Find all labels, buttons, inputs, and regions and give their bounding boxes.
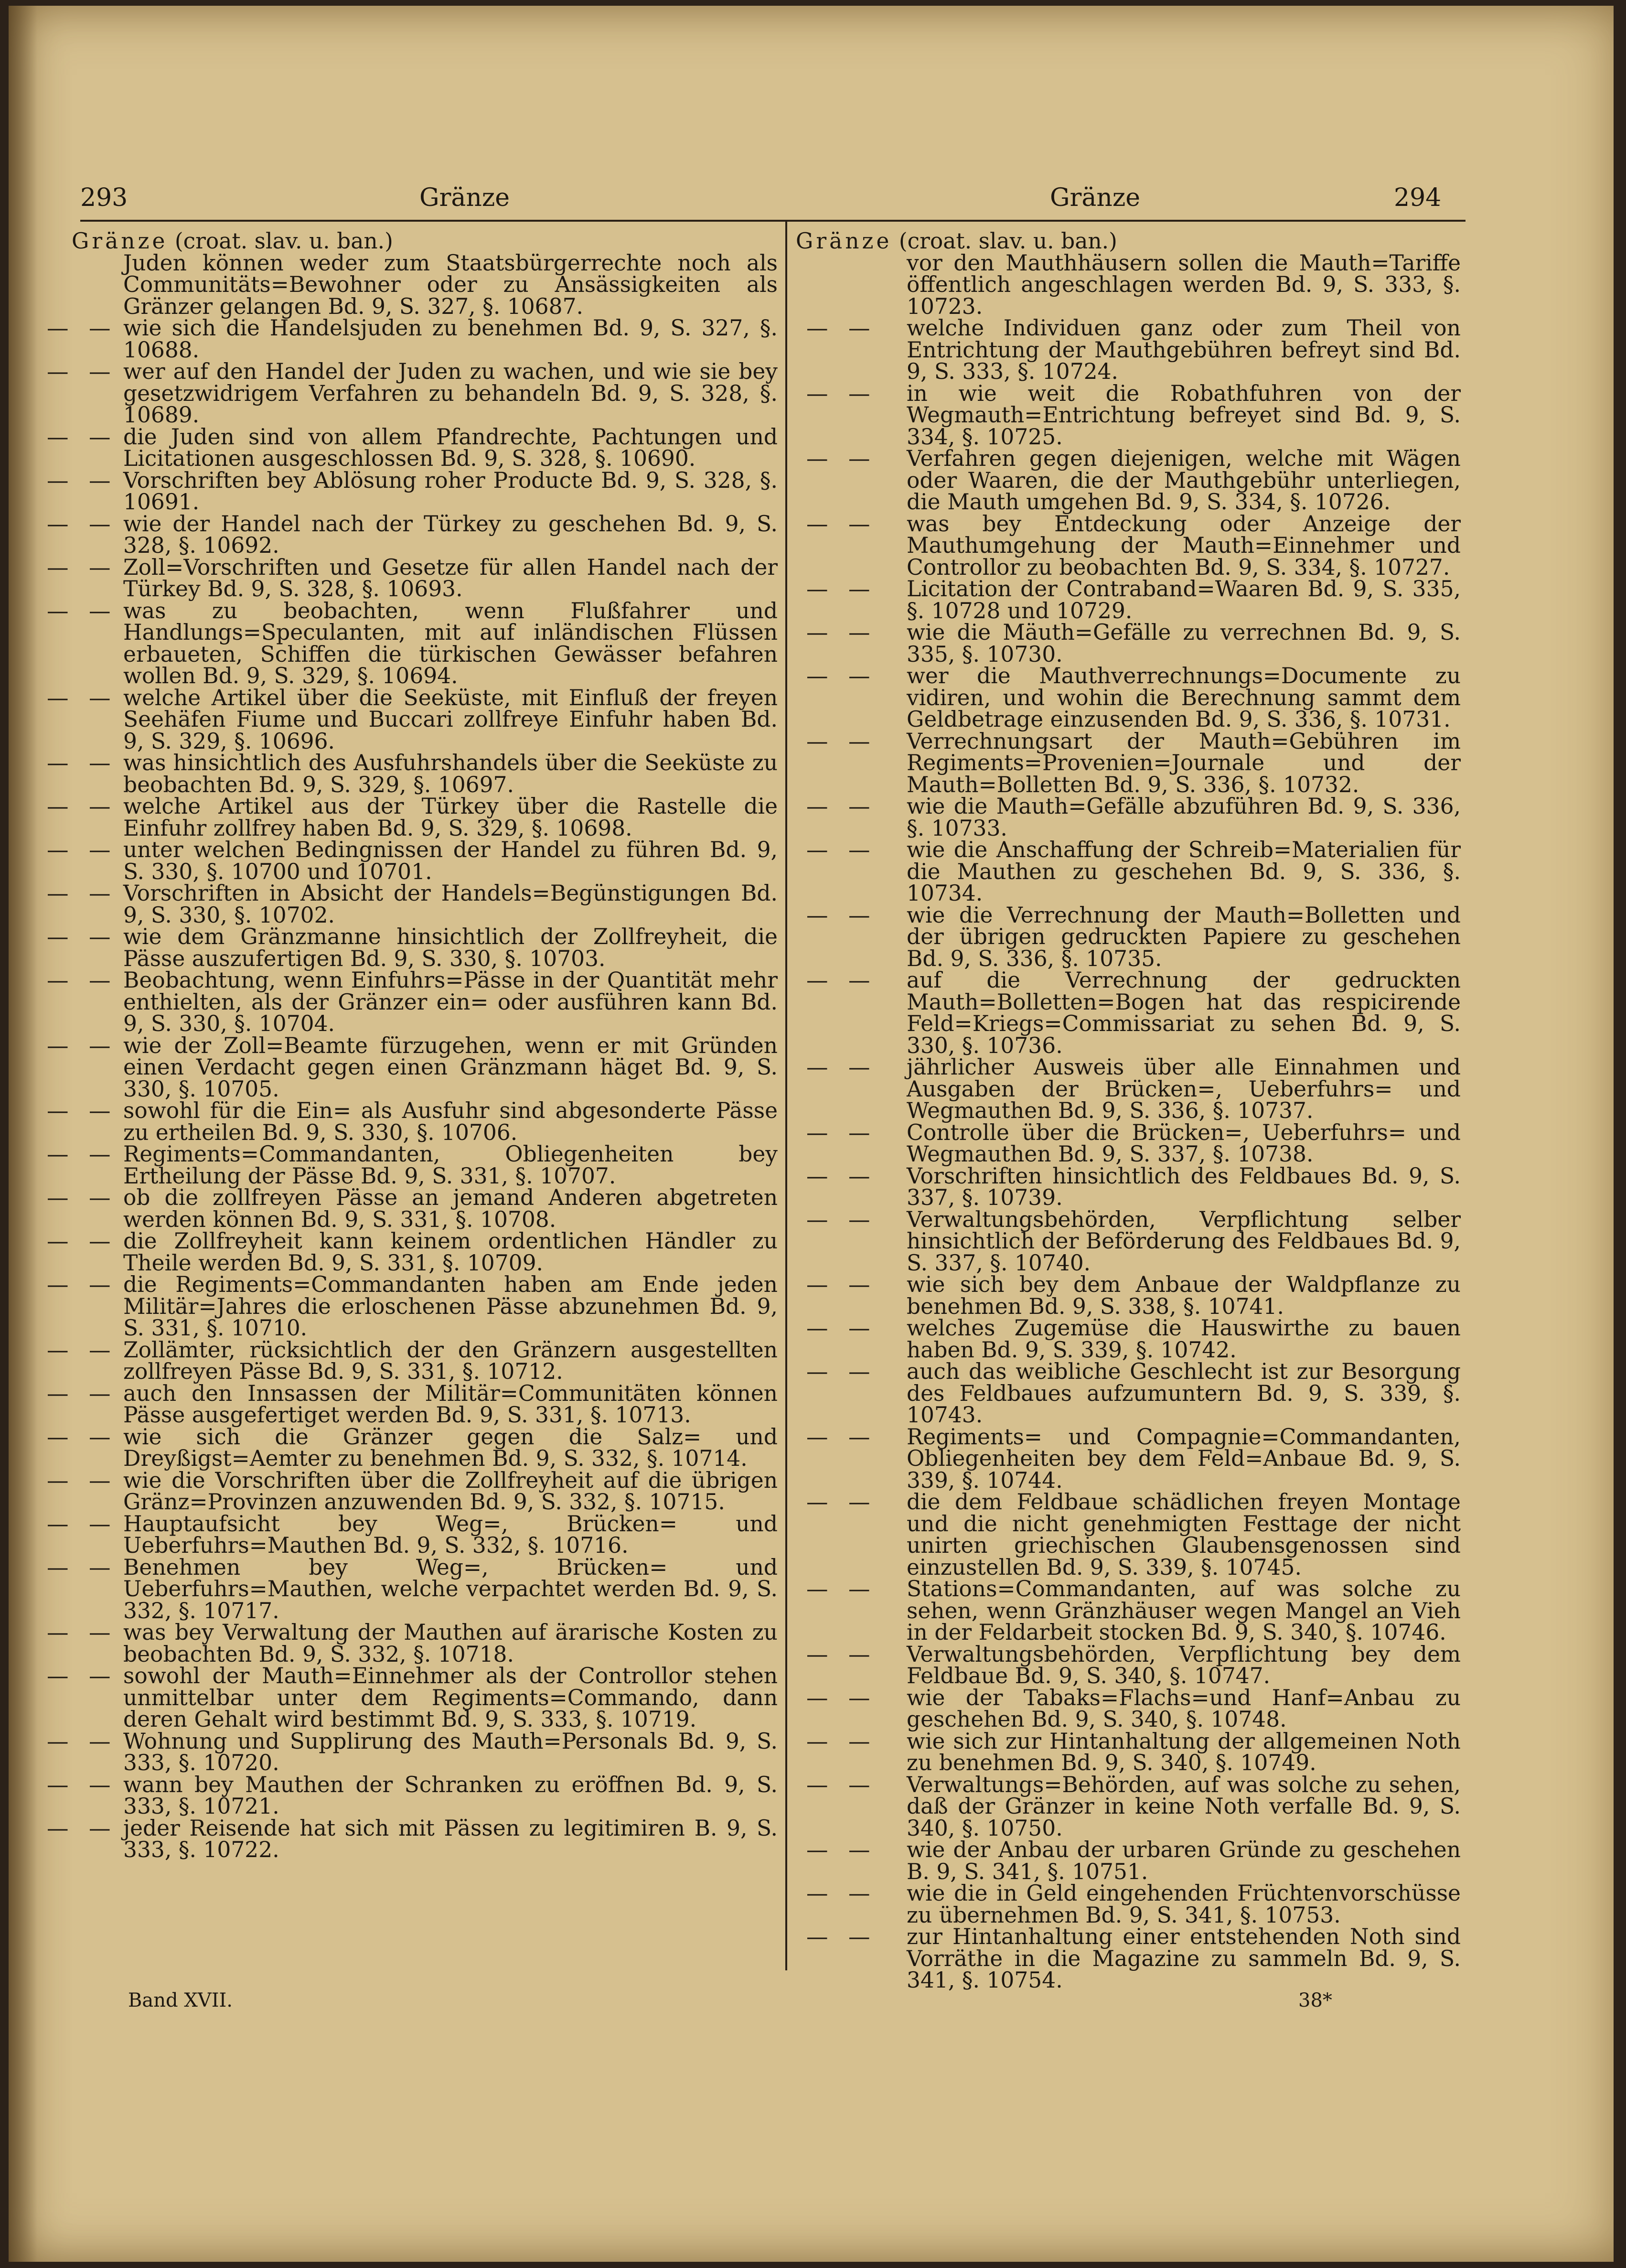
index-entry	[47, 1511, 778, 1558]
left-lead-keyword: Gränze	[72, 228, 168, 254]
index-entry	[806, 620, 1461, 667]
index-entry	[806, 1119, 1461, 1167]
entry-text: auf die Verrechnung der gedruckten Mauth=Bolletten=Bogen hat das respicirende Feld=Kriegs=Commissariat zu sehen Bd. 9, S. 330, §. 10736.	[907, 967, 1461, 1058]
index-entry	[47, 511, 778, 558]
left-lead-qualifier: (croat. slav. u. ban.)	[174, 228, 393, 254]
ditto-dash: — —	[47, 1772, 118, 1797]
entry-text: Vorschriften hinsichtlich des Feldbaues Bd. 9, S. 337, §. 10739.	[907, 1163, 1461, 1210]
index-entry	[47, 359, 778, 428]
entry-text: welche Artikel aus der Türkey über die Rastelle die Einfuhr zollfrey haben Bd. 9, S. 329, §. 10698.	[123, 794, 778, 841]
ditto-dash: — —	[806, 902, 877, 928]
entry-text: jeder Reisende hat sich mit Pässen zu legitimiren B. 9, S. 333, §. 10722.	[123, 1815, 778, 1862]
ditto-dash: — —	[47, 1032, 118, 1058]
ditto-dash: — —	[806, 1576, 877, 1602]
ditto-dash: — —	[47, 1098, 118, 1123]
entry-text: wie der Tabaks=Flachs=und Hanf=Anbau zu geschehen Bd. 9, S. 340, §. 10748.	[907, 1685, 1461, 1732]
header-rule	[80, 220, 1466, 222]
entry-text: Licitation der Contraband=Waaren Bd. 9, S. 335, §. 10728 und 10729.	[907, 576, 1461, 623]
entry-text: Zollämter, rücksichtlich der den Gränzern ausgestellten zollfreyen Pässe Bd. 9, S. 331, §. 10712.	[123, 1337, 778, 1384]
entry-text: wann bey Mauthen der Schranken zu eröffnen Bd. 9, S. 333, §. 10721.	[123, 1772, 778, 1819]
index-entry	[806, 1054, 1461, 1123]
ditto-dash: — —	[806, 1924, 877, 1949]
ditto-dash: — —	[806, 1837, 877, 1862]
right-lead-qualifier: (croat. slav. u. ban.)	[899, 228, 1117, 254]
ditto-dash: — —	[806, 1685, 877, 1710]
entry-text: wie die Mauth=Gefälle abzuführen Bd. 9, S. 336, §. 10733.	[907, 794, 1461, 841]
index-entry	[47, 1032, 778, 1102]
entry-text: zur Hintanhaltung einer entstehenden Noth sind Vorräthe in die Magazine zu sammeln Bd. 9, S. 341, §. 10754.	[907, 1924, 1461, 1993]
ditto-dash: — —	[47, 967, 118, 993]
index-entry	[47, 837, 778, 884]
entry-text: Beobachtung, wenn Einfuhrs=Pässe in der Quantität mehr enthielten, als der Gränzer ein= oder ausführen kann Bd. 9, S. 330, §. 10704.	[123, 967, 778, 1036]
volume-label: Band XVII.	[128, 1989, 233, 2011]
ditto-dash: — —	[47, 794, 118, 819]
index-entry	[47, 1228, 778, 1276]
index-entry	[47, 467, 778, 515]
index-entry	[47, 1772, 778, 1819]
right-column	[796, 228, 1461, 1993]
entry-text: wer die Mauthverrechnungs=Documente zu vidiren, und wohin die Berechnung sammt dem Geldbetrage einzusenden Bd. 9, S. 336, §. 10731.	[907, 663, 1461, 732]
ditto-dash: — —	[47, 511, 118, 537]
entry-text: Wohnung und Supplirung des Mauth=Personals Bd. 9, S. 333, §. 10720.	[123, 1728, 778, 1775]
entry-text: welches Zugemüse die Hauswirthe zu bauen haben Bd. 9, S. 339, §. 10742.	[907, 1315, 1461, 1363]
entry-text: auch den Innsassen der Militär=Communitäten können Pässe ausgefertiget werden Bd. 9, S. 331, §. 10713.	[123, 1380, 778, 1428]
index-entry	[806, 576, 1461, 623]
right-running-title: Gränze	[1050, 183, 1141, 212]
index-entry	[907, 252, 1461, 318]
index-entry	[806, 794, 1461, 841]
entry-text: was zu beobachten, wenn Flußfahrer und Handlungs=Speculanten, mit auf inländischen Flüssen erbaueten, Schiffen die türkischen Gewässer befahren wollen Bd. 9, S. 329, §. 10694.	[123, 598, 778, 688]
entry-text: die dem Feldbaue schädlichen freyen Montage und die nicht genehmigten Festtage der nicht unirten griechischen Glaubensgenossen sind einzustellen Bd. 9, S. 339, §. 10745.	[907, 1489, 1461, 1580]
ditto-dash: — —	[806, 1272, 877, 1297]
ditto-dash: — —	[806, 315, 877, 341]
ditto-dash: — —	[47, 1424, 118, 1450]
entry-text: wie die Mäuth=Gefälle zu verrechnen Bd. 9, S. 335, §. 10730.	[907, 620, 1461, 667]
entry-text: Regiments= und Compagnie=Commandanten, Obliegenheiten bey dem Feld=Anbaue Bd. 9, S. 339, §. 10744.	[907, 1424, 1461, 1493]
ditto-dash: — —	[47, 1337, 118, 1363]
index-entry	[806, 967, 1461, 1058]
entry-text: wer auf den Handel der Juden zu wachen, und wie sie bey gesetzwidrigem Verfahren zu behandeln Bd. 9, S. 328, §. 10689.	[123, 359, 778, 428]
column-divider	[785, 222, 787, 1970]
ditto-dash: — —	[806, 1489, 877, 1515]
entry-text: wie die Vorschriften über die Zollfreyheit auf die übrigen Gränz=Provinzen anzuwenden Bd. 9, S. 332, §. 10715.	[123, 1467, 778, 1515]
left-lead-heading	[72, 230, 778, 252]
ditto-dash: — —	[47, 1185, 118, 1210]
entry-text: die Regiments=Commandanten haben am Ende jeden Militär=Jahres die erloschenen Pässe abzunehmen Bd. 9, S. 331, §. 10710.	[123, 1272, 778, 1341]
index-entry	[47, 1272, 778, 1341]
entry-text: wie die Anschaffung der Schreib=Materialien für die Mauthen zu geschehen Bd. 9, S. 336, §. 10734.	[907, 837, 1461, 906]
entry-text: auch das weibliche Geschlecht ist zur Besorgung des Feldbaues aufzumuntern Bd. 9, S. 339, §. 10743.	[907, 1359, 1461, 1428]
right-lead-keyword: Gränze	[796, 228, 892, 254]
index-entry	[806, 1685, 1461, 1732]
index-entry	[806, 1272, 1461, 1319]
index-entry	[806, 902, 1461, 971]
ditto-dash: — —	[806, 728, 877, 754]
ditto-dash: — —	[806, 620, 877, 645]
left-column	[47, 228, 778, 1862]
index-entry	[47, 1620, 778, 1667]
left-running-title: Gränze	[419, 183, 510, 212]
index-entry	[806, 1728, 1461, 1775]
ditto-dash: — —	[47, 837, 118, 862]
index-entry	[806, 1315, 1461, 1363]
index-entry	[806, 511, 1461, 580]
index-entry	[806, 1206, 1461, 1276]
index-entry	[47, 750, 778, 797]
index-entry	[47, 1663, 778, 1732]
index-entry	[806, 380, 1461, 450]
entry-text: wie sich die Gränzer gegen die Salz= und Dreyßigst=Aemter zu benehmen Bd. 9, S. 332, §. 10714.	[123, 1424, 778, 1471]
ditto-dash: — —	[47, 1511, 118, 1537]
index-entry	[806, 1424, 1461, 1493]
ditto-dash: — —	[806, 1119, 877, 1145]
index-entry	[806, 1576, 1461, 1645]
ditto-dash: — —	[806, 1206, 877, 1232]
index-entry	[47, 1380, 778, 1428]
index-entry	[47, 881, 778, 928]
index-entry	[47, 1554, 778, 1623]
ditto-dash: — —	[47, 315, 118, 341]
index-entry	[47, 554, 778, 602]
entry-text: die Juden sind von allem Pfandrechte, Pachtungen und Licitationen ausgeschlossen Bd. 9, S. 328, §. 10690.	[123, 424, 778, 471]
entry-text: welche Artikel über die Seeküste, mit Einfluß der freyen Seehäfen Fiume und Buccari zollfreye Einfuhr haben Bd. 9, S. 329, §. 10696.	[123, 685, 778, 754]
entry-text: Benehmen bey Weg=, Brücken= und Ueberfuhrs=Mauthen, welche verpachtet werden Bd. 9, S. 332, §. 10717.	[123, 1554, 778, 1623]
ditto-dash: — —	[806, 576, 877, 602]
ditto-dash: — —	[806, 967, 877, 993]
entry-text: wie dem Gränzmanne hinsichtlich der Zollfreyheit, die Pässe auszufertigen Bd. 9, S. 330, §. 10703.	[123, 924, 778, 971]
entry-text: welche Individuen ganz oder zum Theil von Entrichtung der Mauthgebühren befreyt sind Bd. 9, S. 333, §. 10724.	[907, 315, 1461, 384]
ditto-dash: — —	[806, 837, 877, 862]
index-entry	[47, 1337, 778, 1384]
entry-text: sowohl für die Ein= als Ausfuhr sind abgesonderte Pässe zu ertheilen Bd. 9, S. 330, §. 10706.	[123, 1098, 778, 1145]
entry-text: vor den Mauthhäusern sollen die Mauth=Tariffe öffentlich angeschlagen werden Bd. 9, S. 333, §. 10723.	[907, 250, 1461, 319]
entry-text: Verrechnungsart der Mauth=Gebühren im Regiments=Provenien=Journale und der Mauth=Bolletten Bd. 9, S. 336, §. 10732.	[907, 728, 1461, 797]
ditto-dash: — —	[47, 554, 118, 580]
ditto-dash: — —	[806, 380, 877, 406]
entry-text: wie der Handel nach der Türkey zu geschehen Bd. 9, S. 328, §. 10692.	[123, 511, 778, 558]
ditto-dash: — —	[47, 1728, 118, 1754]
index-entry	[806, 1924, 1461, 1993]
ditto-dash: — —	[806, 1315, 877, 1341]
index-entry	[806, 315, 1461, 384]
entry-text: wie sich bey dem Anbaue der Waldpflanze zu benehmen Bd. 9, S. 338, §. 10741.	[907, 1272, 1461, 1319]
ditto-dash: — —	[47, 881, 118, 906]
index-entry	[806, 728, 1461, 797]
index-entry	[47, 1728, 778, 1775]
ditto-dash: — —	[47, 685, 118, 710]
index-entry	[806, 663, 1461, 732]
entry-text: wie der Anbau der urbaren Gründe zu geschehen B. 9, S. 341, §. 10751.	[907, 1837, 1461, 1884]
ditto-dash: — —	[47, 467, 118, 493]
entry-text: wie sich zur Hintanhaltung der allgemeinen Noth zu benehmen Bd. 9, S. 340, §. 10749.	[907, 1728, 1461, 1775]
entry-text: Regiments=Commandanten, Obliegenheiten bey Ertheilung der Pässe Bd. 9, S. 331, §. 10707.	[123, 1141, 778, 1189]
index-entry	[806, 1837, 1461, 1884]
entry-text: was hinsichtlich des Ausfuhrshandels über die Seeküste zu beobachten Bd. 9, S. 329, §. 10697.	[123, 750, 778, 797]
ditto-dash: — —	[47, 924, 118, 949]
right-page-number: 294	[1394, 183, 1442, 212]
entry-text: die Zollfreyheit kann keinem ordentlichen Händler zu Theile werden Bd. 9, S. 331, §. 10709.	[123, 1228, 778, 1276]
entry-text: Verwaltungsbehörden, Verpflichtung bey dem Feldbaue Bd. 9, S. 340, §. 10747.	[907, 1641, 1461, 1688]
index-entry	[47, 424, 778, 471]
index-entry	[47, 1467, 778, 1515]
book-page	[9, 6, 1614, 2262]
entry-text: Zoll=Vorschriften und Gesetze für allen Handel nach der Türkey Bd. 9, S. 328, §. 10693.	[123, 554, 778, 602]
entry-text: Verfahren gegen diejenigen, welche mit Wägen oder Waaren, die der Mauthgebühr unterliegen, die Mauth umgehen Bd. 9, S. 334, §. 10726.	[907, 446, 1461, 515]
ditto-dash: — —	[47, 359, 118, 384]
ditto-dash: — —	[47, 1815, 118, 1841]
index-entry	[47, 924, 778, 971]
ditto-dash: — —	[47, 1663, 118, 1688]
ditto-dash: — —	[806, 511, 877, 537]
entry-text: unter welchen Bedingnissen der Handel zu führen Bd. 9, S. 330, §. 10700 und 10701.	[123, 837, 778, 884]
index-entry	[47, 598, 778, 688]
entry-text: Vorschriften bey Ablösung roher Producte Bd. 9, S. 328, §. 10691.	[123, 467, 778, 515]
right-entries-list	[806, 250, 1461, 1993]
entry-text: Verwaltungsbehörden, Verpflichtung selber hinsichtlich der Beförderung des Feldbaues Bd. 9, S. 337, §. 10740.	[907, 1206, 1461, 1276]
index-entry	[806, 1881, 1461, 1928]
index-entry	[47, 685, 778, 754]
ditto-dash: — —	[806, 1054, 877, 1080]
index-entry	[806, 446, 1461, 515]
index-entry	[806, 837, 1461, 906]
ditto-dash: — —	[47, 1141, 118, 1167]
index-entry	[47, 967, 778, 1036]
entry-text: Verwaltungs=Behörden, auf was solche zu sehen, daß der Gränzer in keine Noth verfalle Bd. 9, S. 340, §. 10750.	[907, 1772, 1461, 1841]
index-entry	[806, 1641, 1461, 1688]
ditto-dash: — —	[806, 794, 877, 819]
index-entry	[806, 1163, 1461, 1210]
entry-text: jährlicher Ausweis über alle Einnahmen und Ausgaben der Brücken=, Ueberfuhrs= und Wegmauthen Bd. 9, S. 336, §. 10737.	[907, 1054, 1461, 1123]
index-entry	[47, 1185, 778, 1232]
index-entry	[47, 794, 778, 841]
entry-text: in wie weit die Robathfuhren von der Wegmauth=Entrichtung befreyet sind Bd. 9, S. 334, §. 10725.	[907, 380, 1461, 450]
entry-text: wie die in Geld eingehenden Früchtenvorschüsse zu übernehmen Bd. 9, S. 341, §. 10753.	[907, 1881, 1461, 1928]
entry-text: Hauptaufsicht bey Weg=, Brücken= und Ueberfuhrs=Mauthen Bd. 9, S. 332, §. 10716.	[123, 1511, 778, 1558]
page-gutter-shadow	[9, 6, 37, 2262]
ditto-dash: — —	[806, 446, 877, 471]
right-lead-heading	[796, 230, 1461, 252]
index-entry	[806, 1772, 1461, 1841]
signature-mark: 38*	[1298, 1989, 1332, 2011]
entry-text: Controlle über die Brücken=, Ueberfuhrs= und Wegmauthen Bd. 9, S. 337, §. 10738.	[907, 1119, 1461, 1167]
entry-text: wie der Zoll=Beamte fürzugehen, wenn er mit Gründen einen Verdacht gegen einen Gränzmann häget Bd. 9, S. 330, §. 10705.	[123, 1032, 778, 1102]
entry-text: Vorschriften in Absicht der Handels=Begünstigungen Bd. 9, S. 330, §. 10702.	[123, 881, 778, 928]
entry-text: wie sich die Handelsjuden zu benehmen Bd. 9, S. 327, §. 10688.	[123, 315, 778, 363]
ditto-dash: — —	[806, 1424, 877, 1450]
ditto-dash: — —	[47, 424, 118, 450]
ditto-dash: — —	[806, 1881, 877, 1906]
entry-text: was bey Verwaltung der Mauthen auf ärarische Kosten zu beobachten Bd. 9, S. 332, §. 10718.	[123, 1620, 778, 1667]
left-page-number: 293	[80, 183, 128, 212]
entry-text: ob die zollfreyen Pässe an jemand Anderen abgetreten werden können Bd. 9, S. 331, §. 10708.	[123, 1185, 778, 1232]
ditto-dash: — —	[47, 1467, 118, 1493]
ditto-dash: — —	[806, 1359, 877, 1384]
ditto-dash: — —	[806, 1641, 877, 1667]
index-entry	[47, 1424, 778, 1471]
ditto-dash: — —	[806, 1163, 877, 1189]
entry-text: was bey Entdeckung oder Anzeige der Mauthumgehung der Mauth=Einnehmer und Controllor zu beobachten Bd. 9, S. 334, §. 10727.	[907, 511, 1461, 580]
ditto-dash: — —	[47, 1380, 118, 1406]
index-entry	[806, 1359, 1461, 1428]
ditto-dash: — —	[47, 598, 118, 623]
ditto-dash: — —	[806, 1772, 877, 1797]
index-entry	[47, 1098, 778, 1145]
ditto-dash: — —	[47, 1620, 118, 1645]
entry-text: Juden können weder zum Staatsbürgerrechte noch als Communitäts=Bewohner oder zu Ansässigkeiten als Gränzer gelangen Bd. 9, S. 327, §. 10687.	[123, 250, 778, 319]
ditto-dash: — —	[47, 1272, 118, 1297]
index-entry	[123, 252, 778, 318]
entry-text: wie die Verrechnung der Mauth=Bolletten und der übrigen gedruckten Papiere zu geschehen Bd. 9, S. 336, §. 10735.	[907, 902, 1461, 971]
index-entry	[47, 1815, 778, 1862]
index-entry	[47, 315, 778, 363]
ditto-dash: — —	[806, 663, 877, 688]
entry-text: Stations=Commandanten, auf was solche zu sehen, wenn Gränzhäuser wegen Mangel an Vieh in der Feldarbeit stocken Bd. 9, S. 340, §. 10746.	[907, 1576, 1461, 1645]
ditto-dash: — —	[47, 750, 118, 775]
ditto-dash: — —	[806, 1728, 877, 1754]
index-entry	[806, 1489, 1461, 1580]
ditto-dash: — —	[47, 1228, 118, 1254]
ditto-dash: — —	[47, 1554, 118, 1580]
index-entry	[47, 1141, 778, 1189]
left-entries-list	[47, 250, 778, 1862]
entry-text: sowohl der Mauth=Einnehmer als der Controllor stehen unmittelbar unter dem Regiments=Commando, dann deren Gehalt wird bestimmt Bd. 9, S. 333, §. 10719.	[123, 1663, 778, 1732]
